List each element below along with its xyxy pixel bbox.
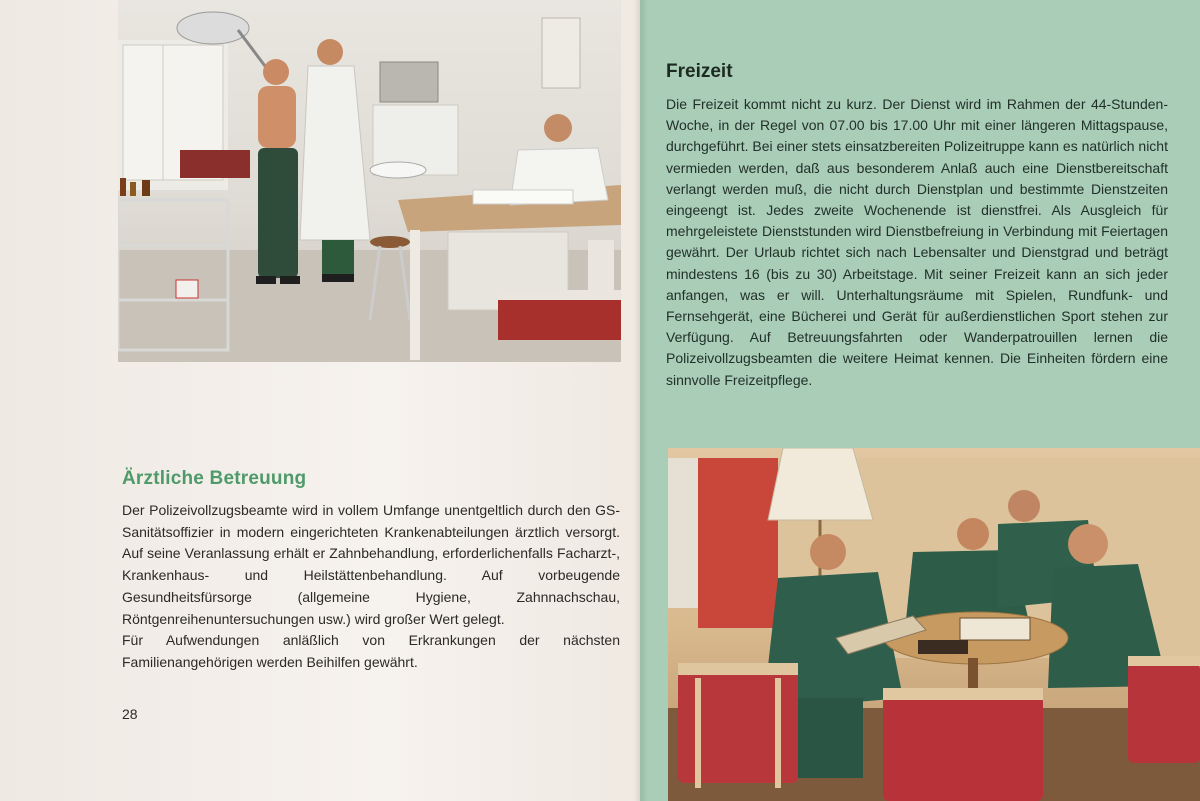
section-title-medical-care: Ärztliche Betreuung — [122, 468, 307, 489]
section-title-leisure: Freizeit — [666, 61, 733, 82]
medical-exam-photo — [118, 0, 621, 362]
medical-care-paragraph-2: Für Aufwendungen anläßlich von Erkrankungen der nächsten Familienangehörigen werden Beihilfen gewährt. — [122, 632, 620, 670]
book-gutter — [634, 0, 648, 801]
medical-care-text — [122, 500, 620, 674]
medical-care-paragraph-1: Der Polizeivollzugsbeamte wird in vollem Umfange unentgeltlich durch den GS-Sanitätsoffizier in modern eingerichteten Krankenabteilungen ärztlich versorgt. Auf seine Veranlassung erhält er Zahnbehandlung, erforderlichenfalls Facharzt-, Krankenhaus- und Heilstättenbehandlung. Auf vorbeugende Gesundheitsfürsorge (allgemeine Hygiene, Zahnnachschau, Röntgenreihenuntersuchungen usw.) wird großer Wert gelegt. — [122, 502, 620, 627]
leisure-text: Die Freizeit kommt nicht zu kurz. Der Dienst wird im Rahmen der 44-Stunden-Woche, in der Regel von 07.00 bis 17.00 Uhr mit einer längeren Mittagspause, durchgeführt. Bei einer stets einsatzbereiten Polizeitruppe kann es natürlich nicht vermieden werden, daß aus besonderem Anlaß auch eine Dienstbereitschaft verlangt werden muß, die nicht durch Dienstplan und bestimmte Dienstzeiten eingeengt ist. Jedes zweite Wochenende ist dienstfrei. Als Ausgleich für mehrgeleistete Dienststunden wird Dienstbefreiung in Verbindung mit Feiertagen gewährt. Der Urlaub richtet sich nach Lebensalter und Dienstgrad und beträgt mindestens 16 (bis zu 30) Arbeitstage. Mit seiner Freizeit kann an sich jeder anfangen, was er will. Unterhaltungsräume mit Spielen, Rundfunk- und Fernsehgerät, eine Bücherei und Gerät für außerdienstlichen Sport stehen zur Verfügung. Auf Betreuungsfahrten oder Wanderpatrouillen lernen die Polizeivollzugsbeamten die weitere Heimat kennen. Die Einheiten fördern eine sinnvolle Freizeitpflege. — [666, 96, 1168, 388]
page-number: 28 — [122, 706, 138, 722]
leisure-room-photo — [668, 448, 1200, 801]
